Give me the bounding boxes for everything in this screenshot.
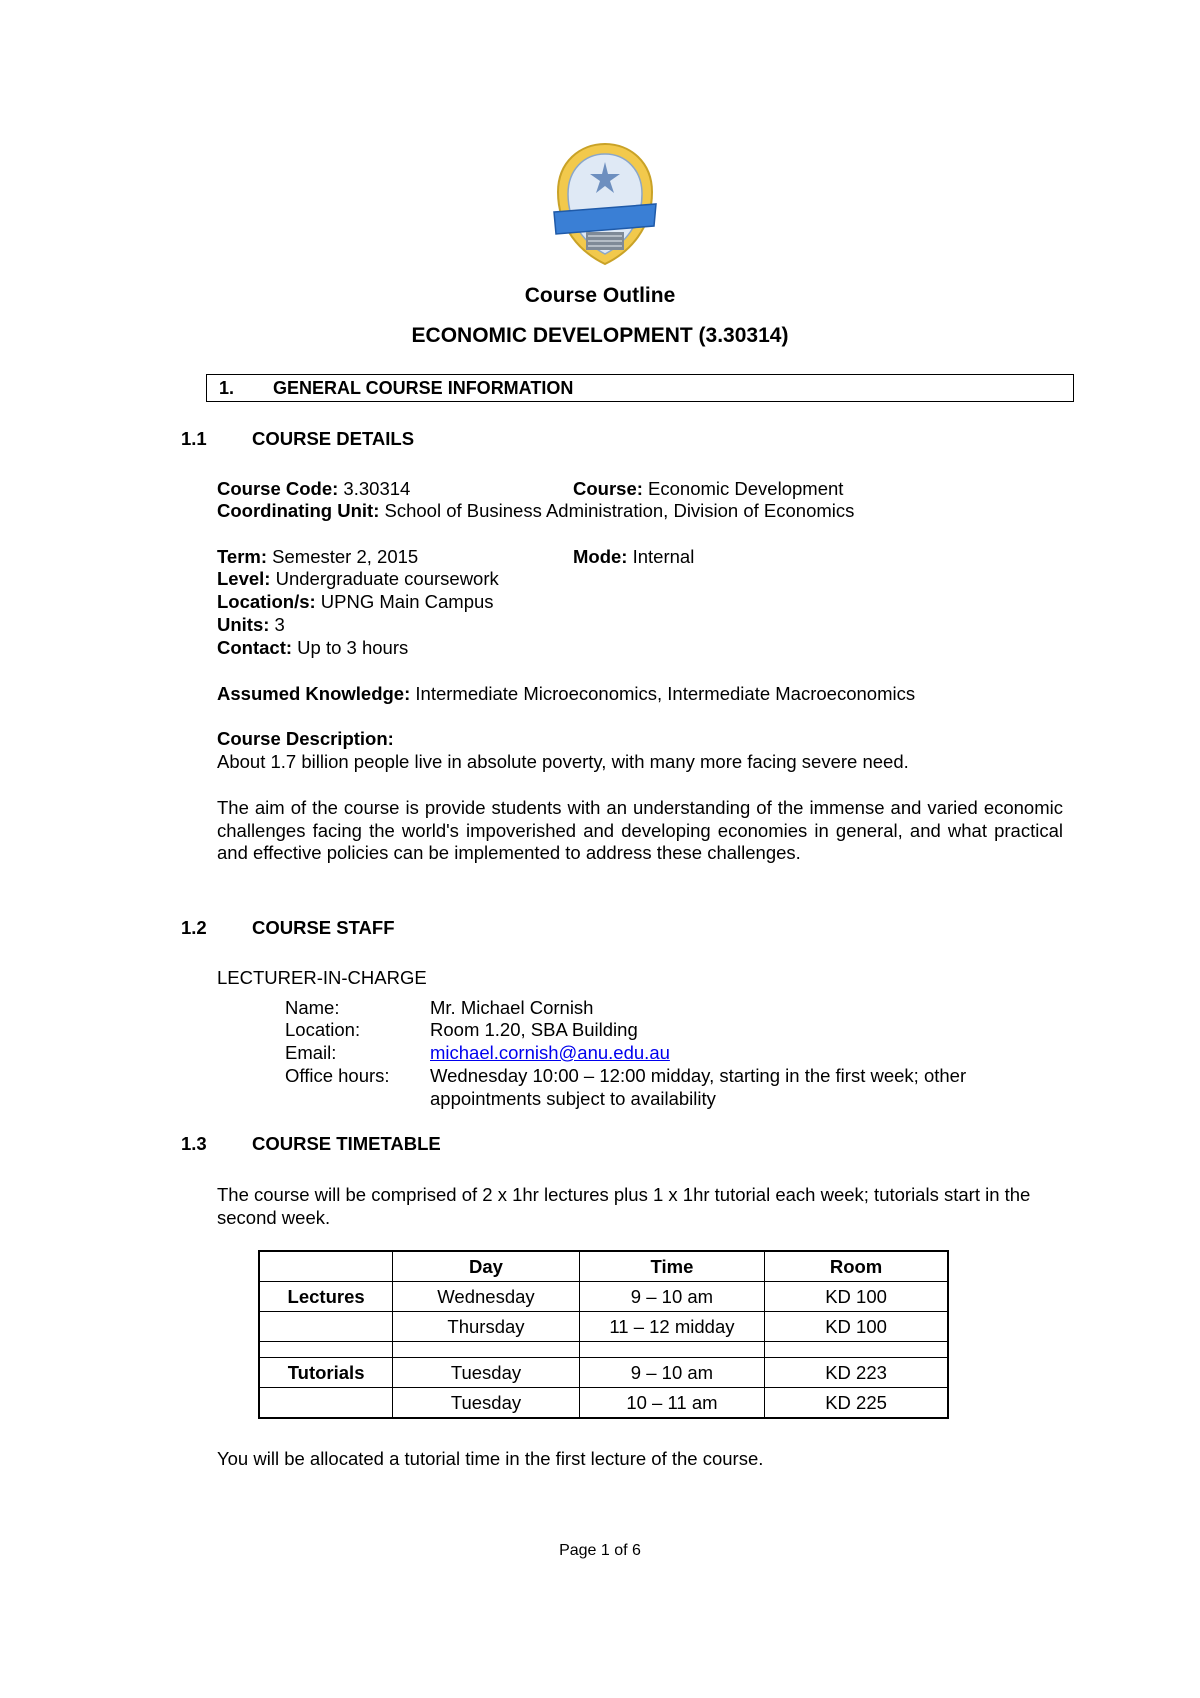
table-cell: KD 100 xyxy=(765,1312,948,1342)
course-name-line xyxy=(573,478,843,500)
timetable-intro: The course will be comprised of 2 x 1hr lectures plus 1 x 1hr tutorial each week; tutorials start in the second week. xyxy=(217,1184,1031,1228)
term-label: Term: xyxy=(217,546,268,567)
staff-location-label: Location: xyxy=(285,1019,361,1040)
subsection-title-details: COURSE DETAILS xyxy=(252,428,415,449)
course-code-value: 3.30314 xyxy=(338,478,411,499)
table-header-cell: Time xyxy=(579,1251,764,1282)
units-label: Units: xyxy=(217,614,270,635)
table-row-header: Tutorials xyxy=(259,1358,393,1388)
location-value: UPNG Main Campus xyxy=(315,591,494,612)
table-row xyxy=(259,1358,948,1388)
subsection-number-timetable: 1.3 xyxy=(181,1133,207,1154)
subsection-title-staff: COURSE STAFF xyxy=(252,917,395,938)
units-line xyxy=(217,614,285,636)
staff-hours-line2: appointments subject to availability xyxy=(430,1088,716,1109)
table-row-header xyxy=(259,1312,393,1342)
mode-value: Internal xyxy=(627,546,695,567)
coord-value: School of Business Administration, Division of Economics xyxy=(379,500,855,521)
table-spacer-row xyxy=(259,1342,948,1358)
table-cell: Tuesday xyxy=(393,1388,580,1419)
term-line xyxy=(217,546,418,568)
table-header-cell xyxy=(259,1251,393,1282)
course-title: ECONOMIC DEVELOPMENT (3.30314) xyxy=(411,324,789,347)
subsection-number-staff: 1.2 xyxy=(181,917,207,938)
contact-label: Contact: xyxy=(217,637,293,658)
table-header-cell: Day xyxy=(393,1251,580,1282)
course-code-line xyxy=(217,478,410,500)
table-row-header xyxy=(259,1388,393,1419)
table-cell xyxy=(579,1342,764,1358)
coordinating-unit-line xyxy=(217,500,854,522)
term-value: Semester 2, 2015 xyxy=(267,546,419,567)
table-header-row xyxy=(259,1251,948,1282)
course-code-label: Course Code: xyxy=(217,478,339,499)
location-line xyxy=(217,591,494,613)
section-header-general-info xyxy=(206,374,1074,402)
course-description-para1: About 1.7 billion people live in absolute poverty, with many more facing severe need. xyxy=(217,751,909,772)
table-cell: KD 225 xyxy=(765,1388,948,1419)
timetable-note: You will be allocated a tutorial time in the first lecture of the course. xyxy=(217,1448,764,1469)
staff-role: LECTURER-IN-CHARGE xyxy=(217,967,427,988)
timetable-table xyxy=(258,1250,949,1419)
section-title: GENERAL COURSE INFORMATION xyxy=(273,378,574,398)
staff-hours-line1: Wednesday 10:00 – 12:00 midday, starting in the first week; other xyxy=(430,1065,967,1086)
table-cell: Thursday xyxy=(393,1312,580,1342)
course-value: Economic Development xyxy=(642,478,844,499)
staff-email-label: Email: xyxy=(285,1042,337,1063)
level-line xyxy=(217,568,499,590)
staff-location-value: Room 1.20, SBA Building xyxy=(430,1019,638,1040)
table-cell xyxy=(259,1342,393,1358)
table-row xyxy=(259,1312,948,1342)
table-cell: KD 223 xyxy=(765,1358,948,1388)
assumed-label: Assumed Knowledge: xyxy=(217,683,411,704)
table-cell: 9 – 10 am xyxy=(579,1358,764,1388)
course-description-label: Course Description: xyxy=(217,728,394,749)
table-row xyxy=(259,1388,948,1419)
staff-email-link[interactable]: michael.cornish@anu.edu.au xyxy=(430,1042,670,1063)
staff-name-label: Name: xyxy=(285,997,340,1018)
university-crest-icon xyxy=(550,140,660,270)
level-value: Undergraduate coursework xyxy=(270,568,499,589)
subsection-title-timetable: COURSE TIMETABLE xyxy=(252,1133,441,1154)
subsection-number-details: 1.1 xyxy=(181,428,207,449)
assumed-knowledge-line xyxy=(217,683,915,705)
contact-line xyxy=(217,637,408,659)
location-label: Location/s: xyxy=(217,591,316,612)
table-cell xyxy=(765,1342,948,1358)
units-value: 3 xyxy=(269,614,285,635)
course-description-para2: The aim of the course is provide students with an understanding of the immense and varied economic challenges facing the world's impoverished and developing economies in general, and what practical and effective policies can be implemented to address these challenges. xyxy=(217,797,1063,863)
contact-value: Up to 3 hours xyxy=(292,637,409,658)
table-row-header: Lectures xyxy=(259,1282,393,1312)
coord-label: Coordinating Unit: xyxy=(217,500,380,521)
section-number: 1. xyxy=(219,378,235,398)
staff-email-link-wrap xyxy=(430,1042,670,1064)
table-cell: 11 – 12 midday xyxy=(579,1312,764,1342)
table-cell xyxy=(393,1342,580,1358)
document-title: Course Outline xyxy=(524,284,676,307)
page-number: Page 1 of 6 xyxy=(559,1542,641,1559)
mode-line xyxy=(573,546,694,568)
staff-hours-label: Office hours: xyxy=(285,1065,390,1086)
level-label: Level: xyxy=(217,568,271,589)
table-cell: 10 – 11 am xyxy=(579,1388,764,1419)
course-label: Course: xyxy=(573,478,643,499)
assumed-value: Intermediate Microeconomics, Intermediate Macroeconomics xyxy=(410,683,916,704)
table-cell: KD 100 xyxy=(765,1282,948,1312)
table-cell: Tuesday xyxy=(393,1358,580,1388)
table-header-cell: Room xyxy=(765,1251,948,1282)
table-cell: 9 – 10 am xyxy=(579,1282,764,1312)
staff-name-value: Mr. Michael Cornish xyxy=(430,997,594,1018)
table-cell: Wednesday xyxy=(393,1282,580,1312)
mode-label: Mode: xyxy=(573,546,628,567)
table-row xyxy=(259,1282,948,1312)
